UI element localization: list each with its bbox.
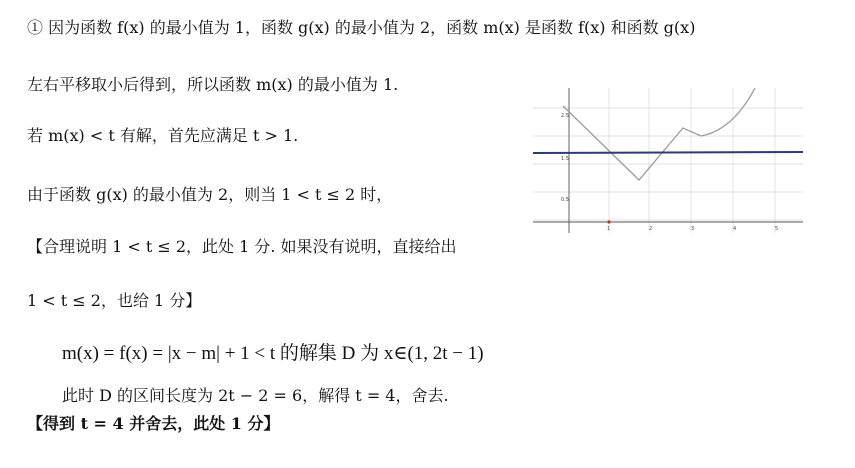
text-line-3: 若 m(x) < t 有解，首先应满足 t > 1. [27,126,299,145]
x-tick-label: 1 [607,226,611,232]
origin-point [607,220,610,223]
x-tick-label: 3 [691,226,695,232]
text-line-1: ① 因为函数 f(x) 的最小值为 1，函数 g(x) 的最小值为 2，函数 m(x) 是函数 f(x) 和函数 g(x) [27,18,696,37]
text-line-9: 【得到 t = 4 并舍去，此处 1 分】 [27,414,280,433]
y-tick-label: 2.5 [561,113,569,119]
x-tick-label: 2 [649,226,653,232]
x-tick-label: 4 [733,226,737,232]
y-tick-label: 1.5 [561,156,569,162]
text-line-7: m(x) = f(x) = |x − m| + 1 < t 的解集 D 为 x∈(1, 2t − 1) [62,343,484,364]
text-line-8: 此时 D 的区间长度为 2t − 2 = 6，解得 t = 4，舍去. [62,386,449,405]
m-curve [563,88,755,180]
horizontal-line-y-t [533,152,803,153]
grid [533,88,803,233]
text-line-4: 由于函数 g(x) 的最小值为 2，则当 1 < t ≤ 2 时， [27,185,393,204]
text-line-5: 【合理说明 1 < t ≤ 2，此处 1 分. 如果没有说明，直接给出 [27,237,457,256]
function-graph [533,88,803,238]
text-line-2: 左右平移取小后得到，所以函数 m(x) 的最小值为 1. [27,75,399,94]
x-tick-label: 5 [775,226,779,232]
y-tick-label: 0.5 [561,197,569,203]
text-line-6: 1 < t ≤ 2，也给 1 分】 [27,291,202,310]
